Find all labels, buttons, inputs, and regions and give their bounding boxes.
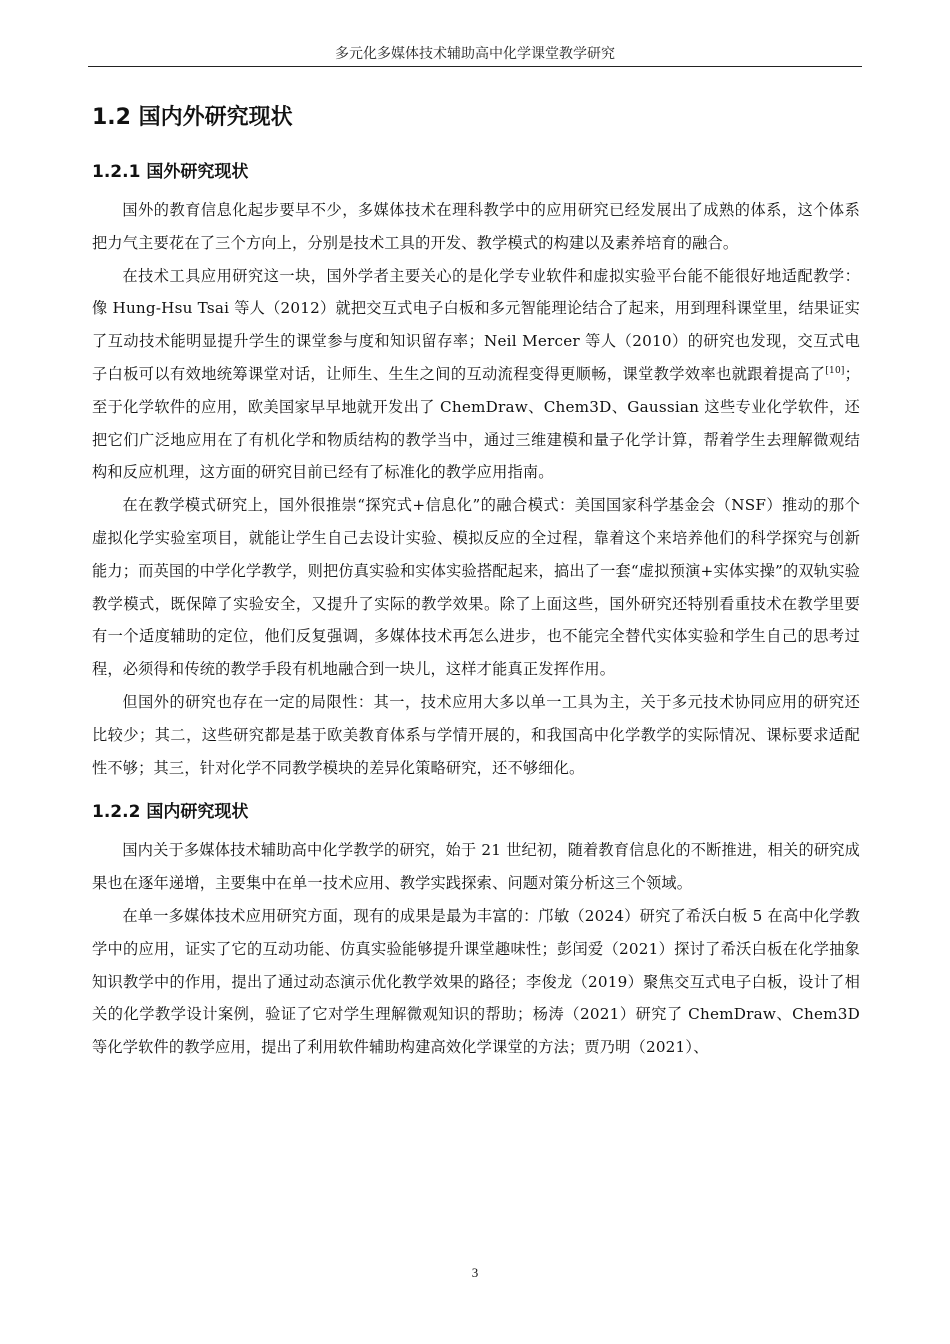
spacer: [92, 784, 860, 796]
page-content: [92, 96, 860, 1064]
running-header: 多元化多媒体技术辅助高中化学课堂教学研究: [335, 46, 615, 62]
paragraph: 在单一多媒体技术应用研究方面，现有的成果是最为丰富的：邝敏（2024）研究了希沃白板 5 在高中化学教学中的应用，证实了它的互动功能、仿真实验能够提升课堂趣味性；彭闰爱（2021）探讨了希沃白板在化学抽象知识教学中的作用，提出了通过动态演示优化教学效果的路径；李俊龙（2019）聚焦交互式电子白板，设计了相关的化学教学设计案例，验证了它对学生理解微观知识的帮助；杨涛（2021）研究了 ChemDraw、Chem3D 等化学软件的教学应用，提出了利用软件辅助构建高效化学课堂的方法；贾乃明（2021）、: [92, 906, 860, 1057]
citation-marker: [10]: [825, 365, 845, 376]
section-heading: 1.2 国内外研究现状: [92, 105, 293, 130]
paragraph: 国外的教育信息化起步要早不少，多媒体技术在理科教学中的应用研究已经发展出了成熟的体系，这个体系把力气主要花在了三个方向上，分别是技术工具的开发、教学模式的构建以及素养培育的融合。: [92, 201, 860, 252]
paragraph: 但国外的研究也存在一定的局限性：其一，技术应用大多以单一工具为主，关于多元技术协同应用的研究还比较少；其二，这些研究都是基于欧美教育体系与学情开展的，和我国高中化学教学的实际情况、课标要求适配性不够；其三，针对化学不同教学模块的差异化策略研究，还不够细化。: [92, 692, 860, 777]
header-rule: [88, 66, 862, 67]
subsection-heading-foreign: 1.2.1 国外研究现状: [92, 162, 249, 182]
paragraph: 在在教学模式研究上，国外很推崇“探究式+信息化”的融合模式：美国国家科学基金会（NSF）推动的那个虚拟化学实验室项目，就能让学生自己去设计实验、模拟反应的全过程，靠着这个来培养他们的科学探究与创新能力；而英国的中学化学教学，则把仿真实验和实体实验搭配起来，搞出了一套“虚拟预演+实体实操”的双轨实验教学模式，既保障了实验安全，又提升了实际的教学效果。除了上面这些，国外研究还特别看重技术在教学里要有一个适度辅助的定位，他们反复强调，多媒体技术再怎么进步，也不能完全替代实体实验和学生自己的思考过程，必须得和传统的教学手段有机地融合到一块儿，这样才能真正发挥作用。: [92, 496, 860, 679]
paragraph: 国内关于多媒体技术辅助高中化学教学的研究，始于 21 世纪初，随着教育信息化的不断推进，相关的研究成果也在逐年递增，主要集中在单一技术应用、教学实践探索、问题对策分析这三个领域。: [92, 841, 860, 893]
paragraph-text-part: ；至于化学软件的应用，欧美国家早早地就开发出了 ChemDraw、Chem3D、Gaussian 这些专业化学软件，还把它们广泛地应用在了有机化学和物质结构的教学当中，通过三维建模和量子化学计算，帮着学生去理解微观结构和反应机理，这方面的研究目前已经有了标准化的教学应用指南。: [92, 364, 860, 482]
subsection-heading-domestic: 1.2.2 国内研究现状: [92, 802, 249, 823]
paragraph-with-citation: [92, 260, 860, 490]
page-number: 3: [471, 1265, 479, 1280]
paragraph-text-part: 在技术工具应用研究这一块，国外学者主要关心的是化学专业软件和虚拟实验平台能不能很好地适配教学：像 Hung-Hsu Tsai 等人（2012）就把交互式电子白板和多元智能理论结合了起来，用到理科课堂里，结果证实了互动技术能明显提升学生的课堂参与度和知识留存率；Neil Mercer 等人（2010）的研究也发现，交互式电子白板可以有效地统筹课堂对话，让师生、生生之间的互动流程变得更顺畅，课堂教学效率也就跟着提高了: [92, 266, 860, 383]
